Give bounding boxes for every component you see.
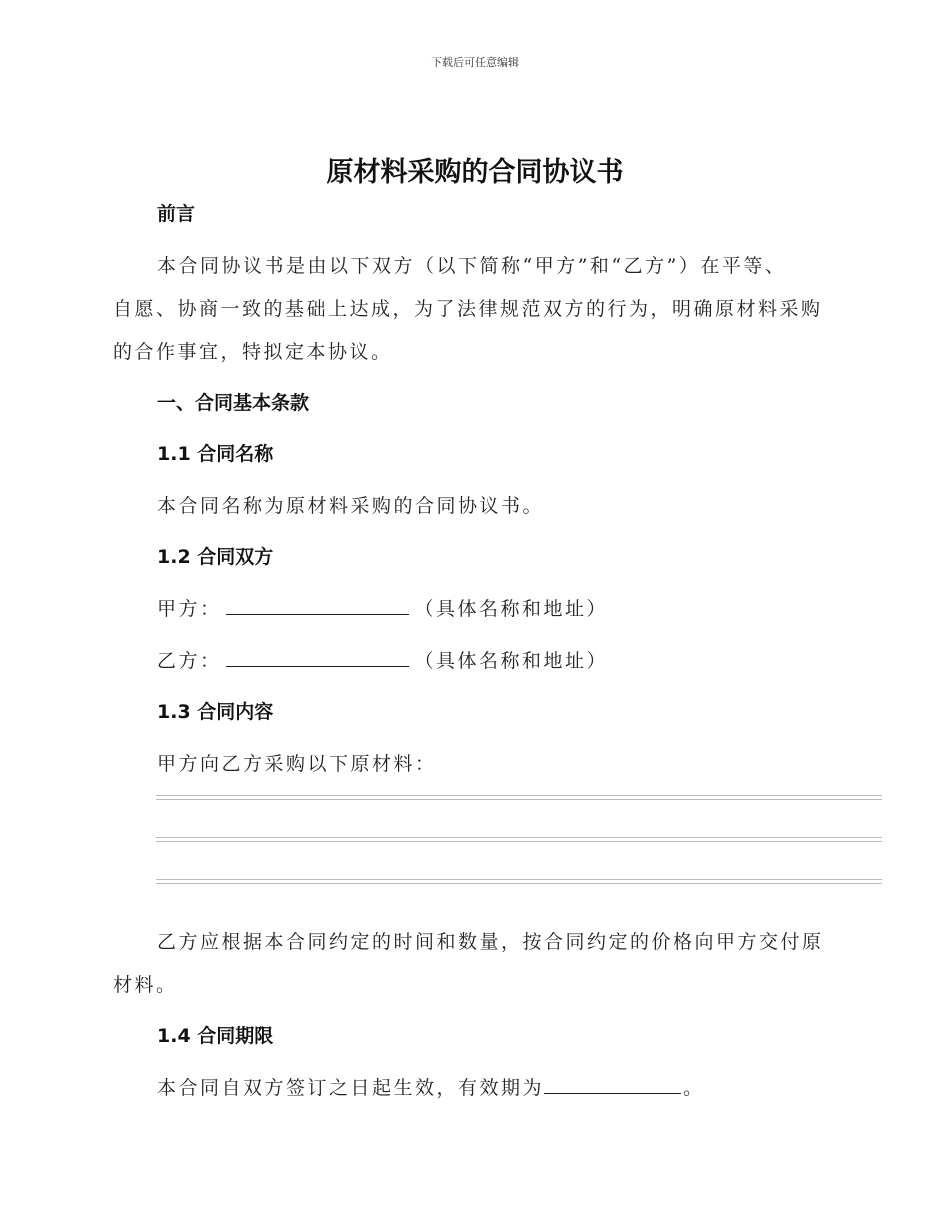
- clause-1-4-heading: 1.4 合同期限: [157, 1025, 274, 1047]
- delivery-line-1: 乙方应根据本合同约定的时间和数量，按合同约定的价格向甲方交付原: [157, 931, 824, 953]
- party-a-line: [157, 594, 608, 621]
- party-a-blank[interactable]: [226, 596, 409, 615]
- clause-1-1-text: 本合同名称为原材料采购的合同协议书。: [157, 495, 545, 517]
- party-b-label: 乙方：: [157, 650, 222, 672]
- material-list-line[interactable]: [156, 795, 882, 800]
- term-blank[interactable]: [544, 1075, 681, 1094]
- clause-1-3-heading: 1.3 合同内容: [157, 701, 274, 723]
- preface-heading: 前言: [157, 203, 196, 225]
- delivery-line-2: 材料。: [113, 974, 178, 996]
- material-list-line[interactable]: [156, 879, 882, 884]
- clause-1-2-heading: 1.2 合同双方: [157, 546, 274, 568]
- party-b-blank[interactable]: [226, 648, 409, 667]
- preface-line-3: 的合作事宜，特拟定本协议。: [113, 341, 393, 363]
- party-a-label: 甲方：: [157, 598, 222, 620]
- term-line: [157, 1073, 705, 1100]
- document-title: 原材料采购的合同协议书: [326, 157, 624, 188]
- material-list-line[interactable]: [156, 837, 882, 842]
- party-b-line: [157, 646, 608, 673]
- section-1-heading: 一、合同基本条款: [157, 392, 310, 414]
- term-text: 本合同自双方签订之日起生效，有效期为: [157, 1077, 545, 1099]
- clause-1-3-intro: 甲方向乙方采购以下原材料：: [157, 753, 437, 775]
- preface-line-2: 自愿、协商一致的基础上达成，为了法律规范双方的行为，明确原材料采购: [113, 298, 823, 320]
- party-a-hint: （具体名称和地址）: [414, 598, 609, 620]
- clause-1-1-heading: 1.1 合同名称: [157, 443, 274, 465]
- party-b-hint: （具体名称和地址）: [414, 650, 609, 672]
- preface-line-1: 本合同协议书是由以下双方（以下简称“甲方”和“乙方”）在平等、: [157, 255, 787, 277]
- page-header-note: 下载后可任意编辑: [431, 56, 519, 69]
- term-period: 。: [683, 1077, 705, 1099]
